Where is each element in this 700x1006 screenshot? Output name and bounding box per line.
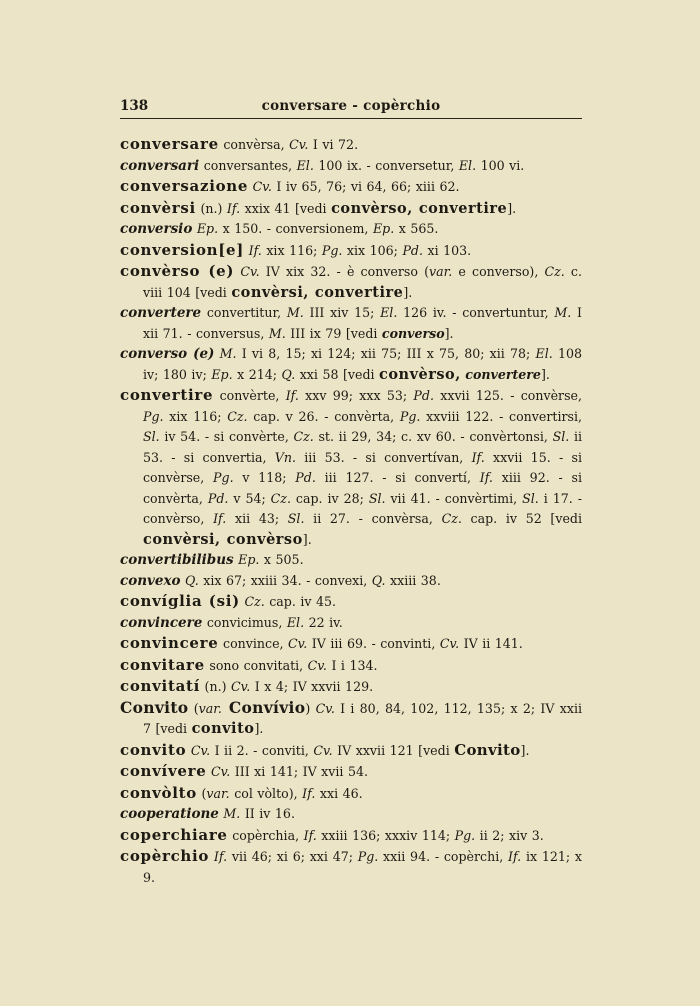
entry-conversione: conversion[e] If. xix 116; Pg. xix 106; Pd. xi 103. [120, 240, 472, 259]
headword: convòlto [120, 783, 197, 802]
headword: convíglia (si) [120, 592, 240, 610]
entry-Convito: Convito (var. Convívio) Cv. I i 80, 84, 102, 112, 135; x 2; IV xxii 7 [vedi convito]. [120, 697, 583, 737]
entry-conversare: conversare convèrsa, Cv. I vi 72. [120, 135, 359, 153]
page-number: 138 [120, 98, 149, 114]
entry-converso-latin: converso (e) M. I vi 8, 15; xi 124; xii 75; III x 75, 80; xii 78; El. 108 iv; 180 iv; Ep. x 214; Q. xxi 58 [vedi convèrso, convertere]. [120, 346, 582, 383]
entry-convito: convito Cv. I ii 2. - conviti, Cv. IV xxvii 121 [vedi Convito]. [120, 740, 530, 759]
headword: convito [120, 740, 187, 759]
entry-conversi: convèrsi (n.) If. xxix 41 [vedi convèrso, convertire]. [120, 198, 517, 217]
entry-convitare: convitare sono convitati, Cv. I i 134. [120, 655, 378, 674]
headword: conversion[e] [120, 240, 245, 259]
entry-list [120, 134, 582, 888]
headword: convertibilibus [120, 552, 234, 568]
running-head: conversare - copèrchio [261, 98, 441, 114]
headword: conversare [120, 135, 219, 153]
entry-conviglia: convíglia (si) Cz. cap. iv 45. [120, 592, 337, 610]
entry-convivere: convívere Cv. III xi 141; IV xvii 54. [120, 762, 368, 780]
headword: convertere [120, 305, 202, 321]
entry-coperchiare: coperchiare copèrchia, If. xxiii 136; xxxiv 114; Pg. ii 2; xiv 3. [120, 825, 544, 844]
headword: convitare [120, 655, 205, 674]
entry-convincere: convincere convince, Cv. IV iii 69. - convinti, Cv. IV ii 141. [120, 634, 523, 652]
page-header [120, 96, 582, 119]
cross-reference: convertere [465, 366, 541, 382]
headword: conversio [120, 221, 193, 237]
entry-conversari: conversari conversantes, El. 100 ix. - conversetur, El. 100 vi. [120, 157, 525, 174]
cross-reference: convèrsi, convertire [231, 283, 404, 301]
entry-convitati: convitatí (n.) Cv. I x 4; IV xxvii 129. [120, 677, 374, 695]
entry-cooperatione: cooperatione M. II iv 16. [120, 806, 295, 822]
cross-reference: Convito [454, 740, 521, 759]
headword: convincere [120, 614, 203, 631]
headword: convitatí [120, 677, 201, 695]
headword: Convito [120, 697, 189, 717]
entry-convertire: convertire convèrte, If. xxv 99; xxx 53; Pd. xxvii 125. - convèrse, Pg. xix 116; Cz. cap. v 26. - convèrta, Pg. xxviii 122. - convertirsi, Sl. iv 54. - si convèrte, Cz. st. ii 29, 34; c. xv 60. - convèrtonsi, Sl. ii 53. - si convertia, Vn. iii 53. - si convertívan, If. xxvii 15. - si convèrse, Pg. v 118; Pd. iii 127. - si convertí, If. xiii 92. - si convèrta, Pd. v 54; Cz. cap. iv 28; Sl. vii 41. - convèrtimi, Sl. i 17. - convèrso, If. xii 43; Sl. ii 27. - convèrsa, Cz. cap. iv 52 [vedi convèrsi, convèrso]. [120, 386, 582, 548]
entry-convertere: convertere convertitur, M. III xiv 15; El. 126 iv. - convertuntur, M. I xii 71. - conversus, M. III ix 79 [vedi converso]. [120, 305, 582, 341]
headword: conversazione [120, 177, 249, 195]
entry-coperchio: copèrchio If. vii 46; xi 6; xxi 47; Pg. xxii 94. - copèrchi, If. ix 121; x 9. [120, 847, 582, 885]
headword: cooperatione [120, 806, 219, 822]
entry-conversazione: conversazione Cv. I iv 65, 76; vi 64, 66; xiii 62. [120, 177, 460, 195]
headword: convèrso (e) [120, 262, 235, 280]
entry-convincere-latin: convincere convicimus, El. 22 iv. [120, 614, 343, 631]
entry-conversio: conversio Ep. x 150. - conversionem, Ep. x 565. [120, 221, 439, 237]
headword: convincere [120, 634, 219, 652]
entry-converso-e: convèrso (e) Cv. IV xix 32. - è converso (var. e converso), Cz. c. viii 104 [vedi convèrsi, convertire]. [120, 262, 582, 301]
cross-reference: convèrso, convertire [331, 199, 508, 217]
headword: convertire [120, 386, 214, 404]
cross-reference: convèrsi, convèrso [143, 530, 303, 548]
headword: convèrsi [120, 198, 196, 217]
entry-convolto: convòlto (var. col vòlto), If. xxi 46. [120, 783, 363, 802]
variant-headword: Convívio [221, 697, 306, 717]
cross-reference: convèrso, [379, 365, 461, 383]
entry-convexo: convexo Q. xix 67; xxiii 34. - convexi, Q. xxiii 38. [120, 572, 441, 589]
cross-reference: converso [381, 325, 445, 341]
entry-convertibilibus: convertibilibus Ep. x 505. [120, 552, 304, 568]
headword: conversari [120, 157, 200, 174]
headword: convívere [120, 762, 207, 780]
cross-reference: convito [191, 720, 255, 737]
headword: converso (e) [120, 346, 215, 362]
headword: coperchiare [120, 825, 228, 844]
headword: convexo [120, 572, 181, 589]
headword: copèrchio [120, 847, 210, 865]
